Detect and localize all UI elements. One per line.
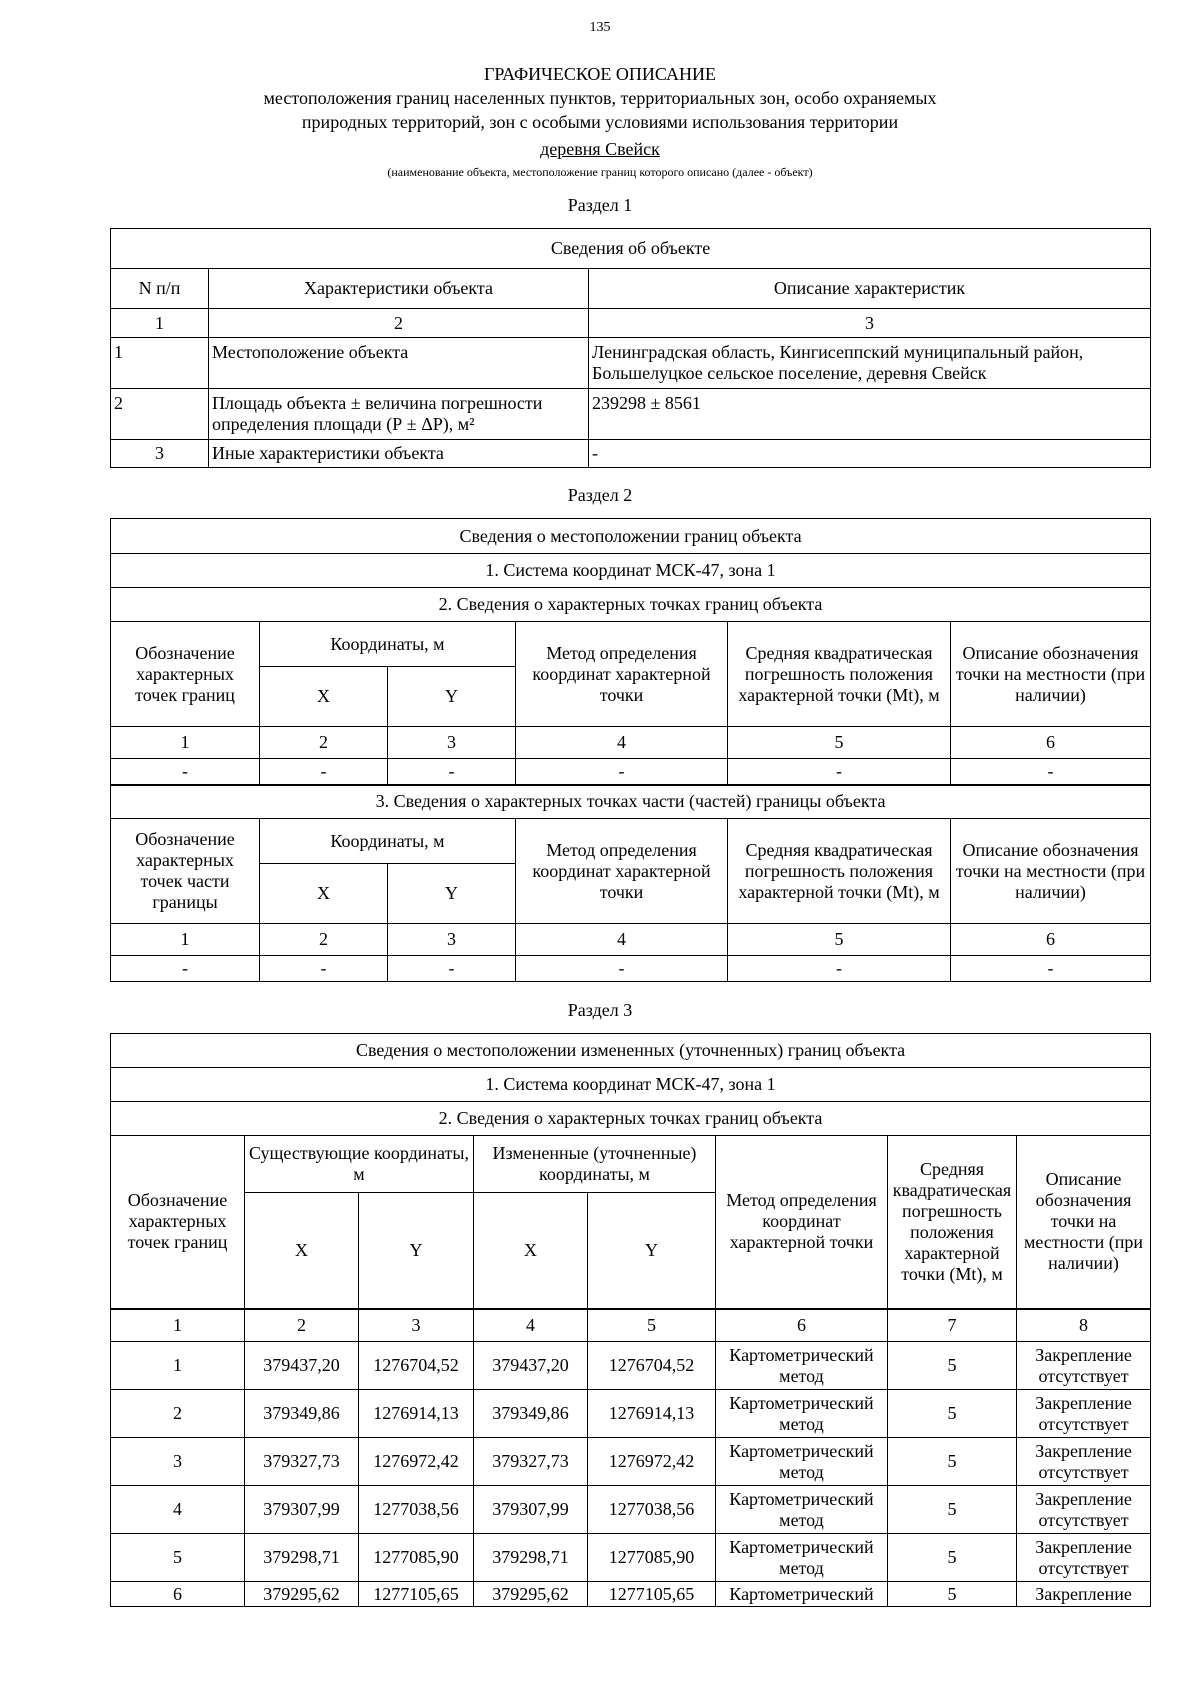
header-changed-coords: Измененные (уточненные) координаты, м xyxy=(474,1136,716,1193)
header-description: Описание обозначения точки на местности (при наличии) xyxy=(951,622,1151,727)
column-number: 2 xyxy=(209,309,589,338)
empty-cell: - xyxy=(951,759,1151,785)
section3-table-title: Сведения о местоположении измененных (уточненных) границ объекта xyxy=(111,1034,1151,1068)
header-description: Описание обозначения точки на местности (при наличии) xyxy=(951,819,1151,924)
row-changed-x: 379307,99 xyxy=(474,1486,588,1534)
section2-sub3-title: 3. Сведения о характерных точках части (частей) границы объекта xyxy=(111,785,1151,819)
table-row xyxy=(111,389,1151,440)
section1-table-title: Сведения об объекте xyxy=(111,229,1151,269)
header-designation: Обозначение характерных точек границ xyxy=(111,622,260,727)
header-x: X xyxy=(260,667,388,727)
section3-rows xyxy=(111,1342,1151,1607)
row-existing-x: 379349,86 xyxy=(245,1390,359,1438)
table-row xyxy=(111,1582,1151,1607)
column-number: 3 xyxy=(388,924,516,956)
column-number: 5 xyxy=(728,924,951,956)
object-name xyxy=(0,139,1200,160)
row-error: 5 xyxy=(888,1342,1017,1390)
column-number: 8 xyxy=(1017,1309,1151,1342)
empty-cell: - xyxy=(951,956,1151,982)
column-number: 6 xyxy=(716,1309,888,1342)
header-designation-part: Обозначение характерных точек части границы xyxy=(111,819,260,924)
empty-cell: - xyxy=(388,759,516,785)
column-number: 4 xyxy=(516,924,728,956)
empty-cell: - xyxy=(728,956,951,982)
row-description: Закрепление отсутствует xyxy=(1017,1534,1151,1582)
row-point: 5 xyxy=(111,1534,245,1582)
table-row xyxy=(111,1438,1151,1486)
empty-cell: - xyxy=(260,759,388,785)
row-point: 6 xyxy=(111,1582,245,1607)
row-changed-y: 1277105,65 xyxy=(588,1582,716,1607)
section2-label: Раздел 2 xyxy=(567,485,633,505)
column-number: 1 xyxy=(111,309,209,338)
row-number: 3 xyxy=(111,440,209,468)
column-number: 6 xyxy=(951,924,1151,956)
row-description: Закрепление отсутствует xyxy=(1017,1438,1151,1486)
row-changed-y: 1277085,90 xyxy=(588,1534,716,1582)
table-row xyxy=(111,956,1151,982)
row-method: Картометрический xyxy=(716,1582,888,1607)
section1-label: Раздел 1 xyxy=(567,195,633,215)
row-changed-y: 1276972,42 xyxy=(588,1438,716,1486)
header-y: Y xyxy=(388,667,516,727)
row-error: 5 xyxy=(888,1438,1017,1486)
object-name-text: деревня Свейск xyxy=(540,139,660,159)
row-existing-y: 1277105,65 xyxy=(359,1582,474,1607)
row-existing-x: 379437,20 xyxy=(245,1342,359,1390)
column-number: 1 xyxy=(111,924,260,956)
document-subtitle-line1: местоположения границ населенных пунктов, территориальных зон, особо охраняемых xyxy=(263,88,937,108)
row-method: Картометрический метод xyxy=(716,1534,888,1582)
section1-table xyxy=(110,228,1151,468)
section3-coord-system: 1. Система координат МСК-47, зона 1 xyxy=(111,1068,1151,1102)
section3-sub2-title: 2. Сведения о характерных точках границ объекта xyxy=(111,1102,1151,1136)
header-coords: Координаты, м xyxy=(260,819,516,864)
object-caption: (наименование объекта, местоположение границ которого описано (далее - объект) xyxy=(387,165,813,179)
empty-cell: - xyxy=(516,956,728,982)
row-method: Картометрический метод xyxy=(716,1342,888,1390)
row-description: Закрепление xyxy=(1017,1582,1151,1607)
section3-table xyxy=(110,1033,1151,1607)
column-number: 5 xyxy=(588,1309,716,1342)
column-number: 2 xyxy=(260,924,388,956)
section2-coord-system: 1. Система координат МСК-47, зона 1 xyxy=(111,554,1151,588)
table-row xyxy=(111,1390,1151,1438)
row-point: 3 xyxy=(111,1438,245,1486)
header-designation: Обозначение характерных точек границ xyxy=(111,1136,245,1309)
empty-cell: - xyxy=(728,759,951,785)
row-number: 1 xyxy=(111,338,209,389)
row-changed-y: 1277038,56 xyxy=(588,1486,716,1534)
column-number: 3 xyxy=(359,1309,474,1342)
empty-cell: - xyxy=(260,956,388,982)
row-changed-x: 379437,20 xyxy=(474,1342,588,1390)
row-error: 5 xyxy=(888,1390,1017,1438)
row-method: Картометрический метод xyxy=(716,1438,888,1486)
header-existing-y: Y xyxy=(359,1193,474,1309)
header-error: Средняя квадратическая погрешность положения характерной точки (Mt), м xyxy=(888,1136,1017,1309)
row-point: 2 xyxy=(111,1390,245,1438)
document-title: ГРАФИЧЕСКОЕ ОПИСАНИЕ xyxy=(483,64,717,84)
row-description: Закрепление отсутствует xyxy=(1017,1342,1151,1390)
header-coords: Координаты, м xyxy=(260,622,516,667)
header-method: Метод определения координат характерной точки xyxy=(516,819,728,924)
row-existing-y: 1277038,56 xyxy=(359,1486,474,1534)
row-error: 5 xyxy=(888,1486,1017,1534)
header-changed-x: X xyxy=(474,1193,588,1309)
column-number: 6 xyxy=(951,727,1151,759)
column-number: 7 xyxy=(888,1309,1017,1342)
row-existing-x: 379298,71 xyxy=(245,1534,359,1582)
section3-label: Раздел 3 xyxy=(567,1000,633,1020)
header-description: Описание характеристик xyxy=(589,269,1151,309)
section2-sub2-title: 2. Сведения о характерных точках границ объекта xyxy=(111,588,1151,622)
row-existing-x: 379295,62 xyxy=(245,1582,359,1607)
page-number: 135 xyxy=(589,20,611,35)
table-row xyxy=(111,338,1151,389)
row-existing-y: 1277085,90 xyxy=(359,1534,474,1582)
row-existing-y: 1276704,52 xyxy=(359,1342,474,1390)
row-number: 2 xyxy=(111,389,209,440)
row-existing-x: 379327,73 xyxy=(245,1438,359,1486)
table-row xyxy=(111,1342,1151,1390)
column-number: 3 xyxy=(589,309,1151,338)
table-row xyxy=(111,1486,1151,1534)
header-method: Метод определения координат характерной точки xyxy=(716,1136,888,1309)
row-error: 5 xyxy=(888,1534,1017,1582)
column-number: 4 xyxy=(474,1309,588,1342)
document-subtitle-line2: природных территорий, зон с особыми условиями использования территории xyxy=(301,112,899,132)
section2-table-title: Сведения о местоположении границ объекта xyxy=(111,519,1151,554)
header-error: Средняя квадратическая погрешность положения характерной точки (Mt), м xyxy=(728,819,951,924)
header-error: Средняя квадратическая погрешность положения характерной точки (Mt), м xyxy=(728,622,951,727)
empty-cell: - xyxy=(111,956,260,982)
row-characteristic: Иные характеристики объекта xyxy=(209,440,589,468)
column-number: 4 xyxy=(516,727,728,759)
row-point: 1 xyxy=(111,1342,245,1390)
row-changed-x: 379295,62 xyxy=(474,1582,588,1607)
column-number: 1 xyxy=(111,727,260,759)
empty-cell: - xyxy=(111,759,260,785)
row-description: 239298 ± 8561 xyxy=(589,389,1151,440)
row-existing-x: 379307,99 xyxy=(245,1486,359,1534)
empty-cell: - xyxy=(516,759,728,785)
column-number: 3 xyxy=(388,727,516,759)
row-changed-y: 1276914,13 xyxy=(588,1390,716,1438)
empty-cell: - xyxy=(388,956,516,982)
row-description: - xyxy=(589,440,1151,468)
row-description: Закрепление отсутствует xyxy=(1017,1486,1151,1534)
column-number: 1 xyxy=(111,1309,245,1342)
header-existing-coords: Существующие координаты, м xyxy=(245,1136,474,1193)
row-description: Закрепление отсутствует xyxy=(1017,1390,1151,1438)
row-point: 4 xyxy=(111,1486,245,1534)
table-row xyxy=(111,1534,1151,1582)
column-number: 2 xyxy=(245,1309,359,1342)
table-row xyxy=(111,440,1151,468)
row-changed-x: 379349,86 xyxy=(474,1390,588,1438)
header-y: Y xyxy=(388,864,516,924)
header-changed-y: Y xyxy=(588,1193,716,1309)
column-number: 2 xyxy=(260,727,388,759)
header-x: X xyxy=(260,864,388,924)
row-method: Картометрический метод xyxy=(716,1390,888,1438)
table-row xyxy=(111,759,1151,785)
row-characteristic: Площадь объекта ± величина погрешности определения площади (Р ± ΔР), м² xyxy=(209,389,589,440)
row-changed-y: 1276704,52 xyxy=(588,1342,716,1390)
row-characteristic: Местоположение объекта xyxy=(209,338,589,389)
header-method: Метод определения координат характерной точки xyxy=(516,622,728,727)
row-description: Ленинградская область, Кингисеппский муниципальный район, Большелуцкое сельское поселение, деревня Свейск xyxy=(589,338,1151,389)
row-changed-x: 379327,73 xyxy=(474,1438,588,1486)
row-method: Картометрический метод xyxy=(716,1486,888,1534)
header-existing-x: X xyxy=(245,1193,359,1309)
header-description: Описание обозначения точки на местности (при наличии) xyxy=(1017,1136,1151,1309)
row-changed-x: 379298,71 xyxy=(474,1534,588,1582)
row-existing-y: 1276972,42 xyxy=(359,1438,474,1486)
section2-table xyxy=(110,518,1151,982)
header-characteristic: Характеристики объекта xyxy=(209,269,589,309)
header-n: N п/п xyxy=(111,269,209,309)
row-existing-y: 1276914,13 xyxy=(359,1390,474,1438)
column-number: 5 xyxy=(728,727,951,759)
row-error: 5 xyxy=(888,1582,1017,1607)
